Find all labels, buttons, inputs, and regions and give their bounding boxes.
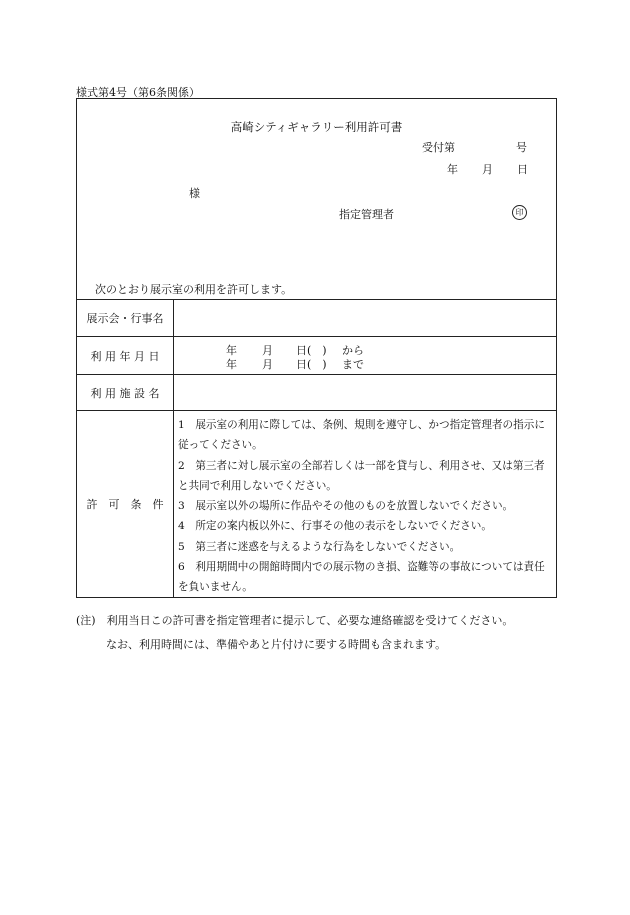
form-title: 高崎シティギャラリー利用許可書 [230,120,403,134]
condition-item: 2 第三者に対し展示室の全部若しくは一部を貸与し、利用させ、又は第三者と共同で利用しないでください。 [178,459,545,492]
permit-form [76,98,557,598]
facility-row [77,375,556,411]
period-from-word: から [342,344,364,357]
event-name-field[interactable] [174,299,556,336]
condition-item: 4 所定の案内板以外に、行事その他の表示をしないでください。 [178,520,492,533]
usage-date-row [77,337,556,375]
conditions-row [77,411,556,597]
date-day: 日 [517,163,528,176]
issuer-label: 指定管理者 [339,208,394,221]
period-from-year: 年 [226,344,237,357]
conditions-label: 許 可 条 件 [77,411,174,597]
event-name-label: 展示会・行事名 [77,299,174,336]
period-to-word: まで [342,358,364,371]
condition-item: 6 利用期間中の開館時間内での展示物のき損、盗難等の事故については責任を負いません。 [178,561,545,594]
addressee-suffix: 様 [189,187,200,200]
condition-item: 1 展示室の利用に際しては、条例、規則を遵守し、かつ指定管理者の指示に従ってください。 [178,419,545,452]
conditions-list [178,415,552,598]
period-from-day: 日( ) [296,344,327,357]
conditions-content [174,411,556,597]
note-line-1: (注) 利用当日この許可書を指定管理者に提示して、必要な連絡確認を受けてください。 [76,614,514,627]
period-to-month: 月 [262,358,273,371]
usage-date-field[interactable] [174,337,556,374]
usage-date-label: 利 用 年 月 日 [77,337,174,374]
facility-field[interactable] [174,375,556,410]
date-year: 年 [447,163,458,176]
receipt-suffix: 号 [516,141,527,154]
form-header [77,99,556,300]
date-month: 月 [482,163,493,176]
facility-label: 利 用 施 設 名 [77,375,174,410]
period-from-month: 月 [262,344,273,357]
seal-mark: 印 [512,205,527,220]
condition-item: 5 第三者に迷惑を与えるような行為をしないでください。 [178,540,461,553]
intro-text: 次のとおり展示室の利用を許可します。 [95,283,293,296]
condition-item: 3 展示室以外の場所に作品やその他のものを放置しないでください。 [178,500,514,513]
form-number: 様式第4号（第6条関係） [76,86,200,99]
receipt-label: 受付第 [422,141,455,154]
period-to-day: 日( ) [296,358,327,371]
event-name-row [77,299,556,337]
period-to-year: 年 [226,358,237,371]
note-line-2: なお、利用時間には、準備やあと片付けに要する時間も含まれます。 [106,638,447,651]
